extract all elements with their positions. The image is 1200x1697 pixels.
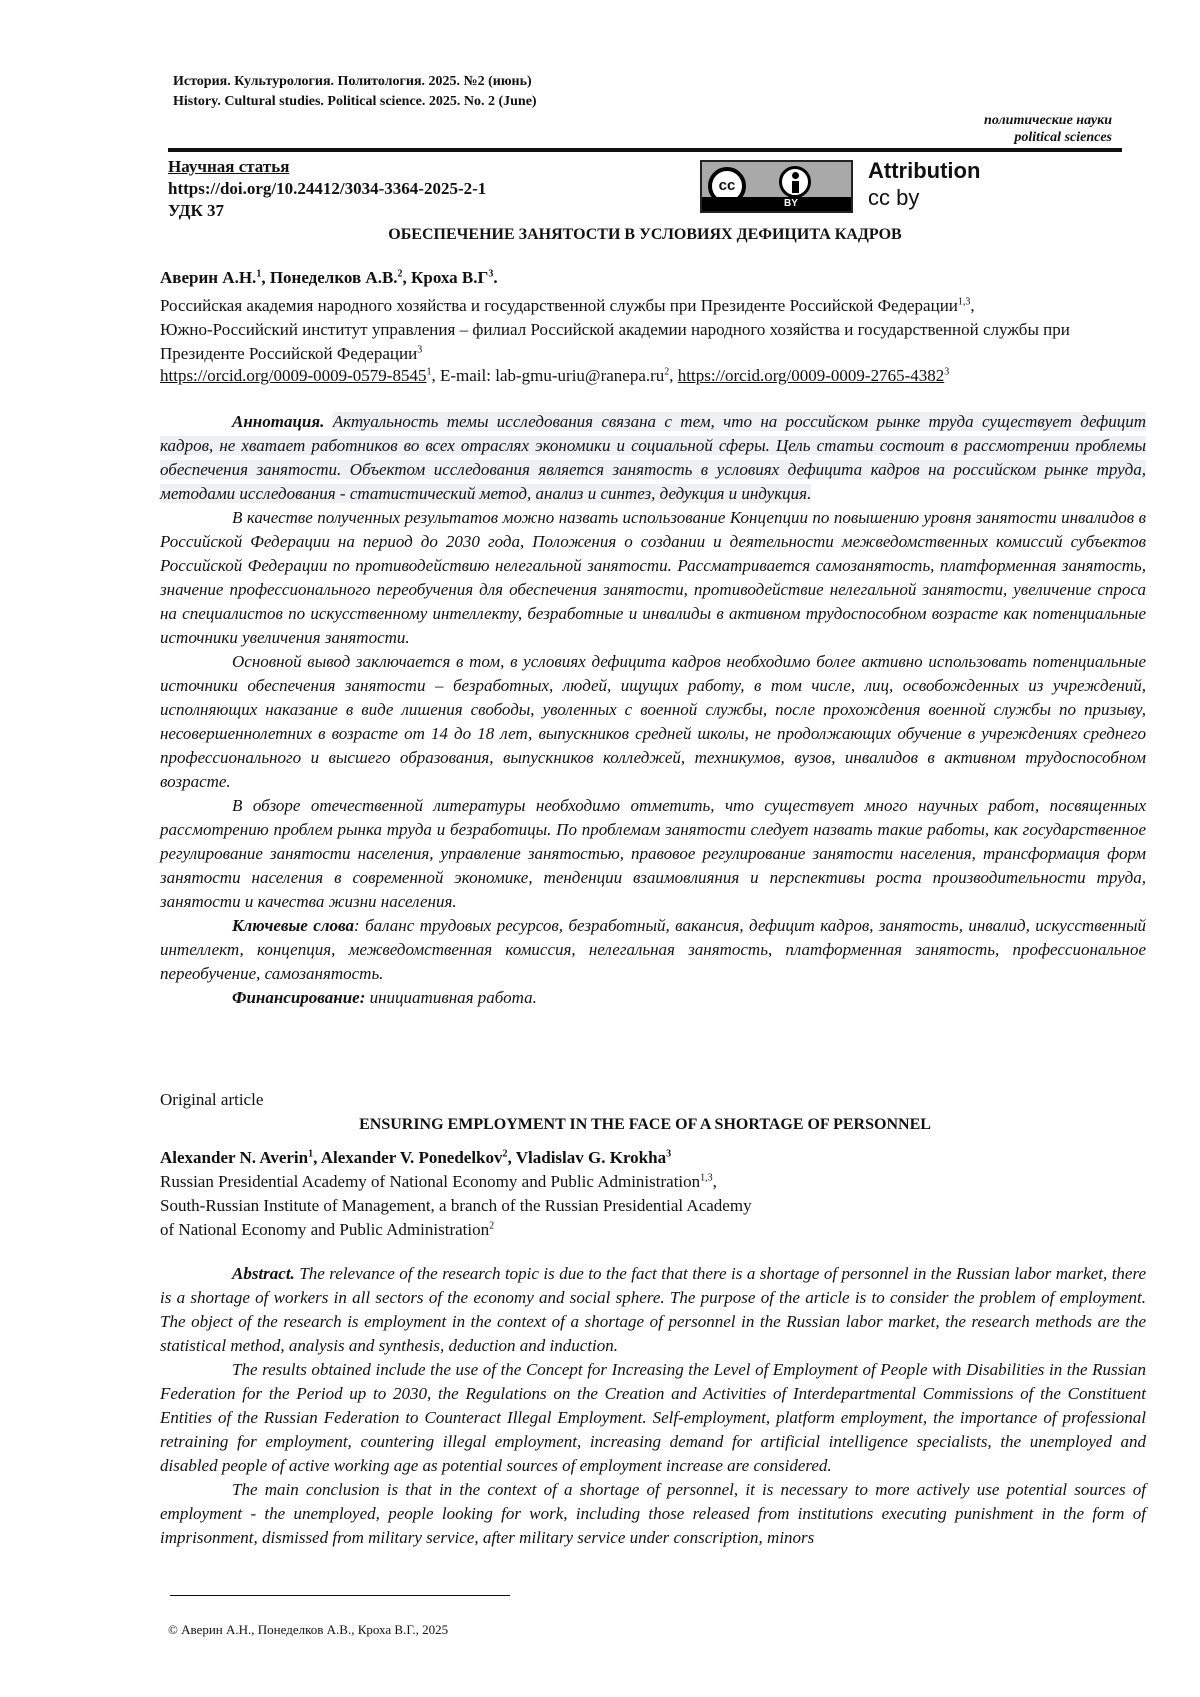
affiliations-ru: Российская академия народного хозяйства и государственной службы при Президенте Российской Федерации$^{1,3}$, Южно-Российский институт управления – филиал Российской академии народного хозяйства и государственной службы при Президенте Российской Федерации$^3$ <box>160 296 1070 363</box>
article-meta <box>168 156 486 222</box>
funding-ru <box>160 986 1146 1010</box>
email-link[interactable]: lab-gmu-uriu@ranepa.ru <box>495 366 665 385</box>
section-ru: политические науки <box>984 113 1112 128</box>
title-en: ENSURING EMPLOYMENT IN THE FACE OF A SHORTAGE OF PERSONNEL <box>359 1116 931 1133</box>
authors-en: Alexander N. Averin$^1$, Alexander V. Ponedelkov$^2$, Vladislav G. Krokha$^3$ <box>160 1148 672 1167</box>
keywords-label: Ключевые слова <box>232 916 355 935</box>
keywords-text: : баланс трудовых ресурсов, безработный, вакансия, дефицит кадров, занятость, инвалид, искусственный интеллект, концепция, межведомственная комиссия, нелегальная занятость, платформенная занятость, профессиональное переобучение, самозанятость. <box>160 916 1146 983</box>
badge-bar <box>702 197 851 211</box>
journal-line-en: History. Cultural studies. Political science. 2025. No. 2 (June) <box>173 94 537 109</box>
abstract-en <box>160 1262 1146 1550</box>
affiliations-en: Russian Presidential Academy of National Economy and Public Administration$^{1,3}$, South-Russian Institute of Management, a branch of the Russian Presidential Academy of National Economy and Public Administration$^2$ <box>160 1170 1150 1242</box>
section-en: political sciences <box>1014 130 1112 145</box>
article-type: Научная статья <box>168 157 290 176</box>
contact-links: https://orcid.org/0009-0009-0579-8545$^1$, E-mail: lab-$gmu-uriu@ranepa.ru^2$, https://orcid.org/0009-0009-2765-4382$^3$ <box>160 366 950 385</box>
author-1: Аверин А.Н. <box>160 268 257 287</box>
abstract-ru-p1: Актуальность темы исследования связана с тем, что на российском рынке труда существует дефицит кадров, не хватает работников во всех отраслях экономики и социальной сферы. Цель статьи состоит в рассмотрении проблемы обеспечения занятости. Объектом исследования является занятость в условиях дефицита кадров на российском рынке труда, методами исследования - статистический метод, анализ и синтез, дедукция и индукция. <box>160 412 1146 503</box>
header-rule <box>168 148 1122 152</box>
abstract-ru-p3: Основной вывод заключается в том, в условиях дефицита кадров необходимо более активно использовать потенциальные источники обеспечения занятости – безработных, людей, ищущих работу, в том числе, лиц, освобожденных из учреждений, исполняющих наказание в виде лишения свободы, уволенных с военной службы, после прохождения военной службы по призыву, несовершеннолетних в возрасте от 14 до 18 лет, выпускников средней школы, не продолжающих обучение в учреждениях среднего профессионального и высшего образования, выпускников колледжей, техникумов, вузов, инвалидов в активном трудоспособном возрасте. <box>160 652 1146 791</box>
journal-header <box>173 72 537 112</box>
by-label: BY <box>784 198 798 209</box>
license-line-1: Attribution <box>868 158 981 183</box>
doi-link[interactable]: https://doi.org/10.24412/3034-3364-2025-2-1 <box>168 179 487 198</box>
affiliation-2: Южно-Российский институт управления – филиал Российской академии народного хозяйства и государственной службы при Президенте Российской Федерации <box>160 320 1070 363</box>
keywords-ru <box>160 914 1146 986</box>
author-en-1: Alexander N. Averin <box>160 1148 309 1167</box>
abstract-ru-p2: В качестве полученных результатов можно назвать использование Концепции по повышению уровня занятости инвалидов в Российской Федерации на период до 2030 года, Положения о создании и деятельности межведомственных комиссий субъектов Российской Федерации по противодействию нелегальной занятости. Рассматривается самозанятость, платформенная занятость, значение профессионального переобучения для обеспечения занятости, противодействие нелегальной занятости, увеличение спроса на специалистов по искусственному интеллекту, безработные и инвалиды в активном трудоспособном возрасте как потенциальные источники увеличения занятости. <box>160 508 1146 647</box>
author-en-3: Vladislav G. Krokha <box>515 1148 667 1167</box>
title-ru: ОБЕСПЕЧЕНИЕ ЗАНЯТОСТИ В УСЛОВИЯХ ДЕФИЦИТА КАДРОВ <box>388 226 902 243</box>
license-line-2: cc by <box>868 185 920 210</box>
cc-icon: cc <box>708 167 746 205</box>
email-label: E-mail: <box>439 366 491 385</box>
copyright: © Аверин А.Н., Понеделков А.В., Кроха В.Г., 2025 <box>168 1622 449 1637</box>
affiliation-en-2b: of National Economy and Public Administration <box>160 1220 490 1239</box>
udc-code: УДК 37 <box>168 201 225 220</box>
affiliation-en-2a: South-Russian Institute of Management, a branch of the Russian Presidential Academy <box>160 1196 752 1215</box>
funding-text: инициативная работа. <box>365 988 537 1007</box>
abstract-ru-p4: В обзоре отечественной литературы необходимо отметить, что существует много научных работ, посвященных рассмотрению проблем рынка труда и безработицы. По проблемам занятости следует назвать такие работы, как государственное регулирование занятости населения, управление занятостью, правовое регулирование занятости населения, трансформация форм занятости населения в современной экономике, тенденции взаимовлияния и перспективы роста производительности труда, занятости и качества жизни населения. <box>160 796 1146 911</box>
funding-label: Финансирование: <box>232 988 366 1007</box>
abstract-ru <box>160 410 1146 1010</box>
cc-by-badge <box>700 160 853 213</box>
abstract-en-p2: The results obtained include the use of the Concept for Increasing the Level of Employment of People with Disabilities in the Russian Federation for the Period up to 2030, the Regulations on the Creation and Activities of Interdepartmental Commissions of the Constituent Entities of the Russian Federation to Counteract Illegal Employment. Self-employment, platform employment, the importance of professional retraining for employment, countering illegal employment, increasing demand for artificial intelligence specialists, the unemployed and disabled people of active working age as potential sources of employment increase are considered. <box>160 1360 1146 1475</box>
affiliation-en-1: Russian Presidential Academy of National Economy and Public Administration <box>160 1172 701 1191</box>
orcid-link-3[interactable]: https://orcid.org/0009-0009-2765-4382 <box>677 366 945 385</box>
abstract-en-p3: The main conclusion is that in the context of a shortage of personnel, it is necessary to more actively use potential sources of employment - the unemployed, people looking for work, including those released from institutions executing punishment in the form of imprisonment, dismissed from military service, after military service under conscription, minors <box>160 1480 1146 1547</box>
abstract-label-ru: Аннотация. <box>232 412 325 431</box>
license-text <box>868 157 980 211</box>
journal-line-ru: История. Культурология. Политология. 2025. №2 (июнь) <box>173 74 532 89</box>
affiliation-1: Российская академия народного хозяйства и государственной службы при Президенте Российской Федерации <box>160 296 958 315</box>
section-label <box>984 112 1112 146</box>
author-3: Кроха В.Г <box>411 268 489 287</box>
authors-ru: Аверин А.Н.$^1$, Понеделков А.В.$^2$, Кроха $В.Г^3$. <box>160 268 498 287</box>
abstract-label-en: Abstract. <box>232 1264 295 1283</box>
author-en-2: Alexander V. Ponedelkov <box>320 1148 503 1167</box>
orcid-link-1[interactable]: https://orcid.org/0009-0009-0579-8545 <box>160 366 427 385</box>
footnote-rule <box>170 1595 510 1596</box>
person-icon <box>779 166 811 198</box>
article-type-en: Original article <box>160 1090 264 1109</box>
abstract-en-p1: The relevance of the research topic is due to the fact that there is a shortage of personnel in the Russian labor market, there is a shortage of workers in all sectors of the economy and social sphere. The purpose of the article is to consider the problem of employment. The object of the research is employment in the context of a shortage of personnel in the Russian labor market, the research methods are the statistical method, analysis and synthesis, deduction and induction. <box>160 1264 1146 1355</box>
author-2: Понеделков А.В. <box>269 268 398 287</box>
